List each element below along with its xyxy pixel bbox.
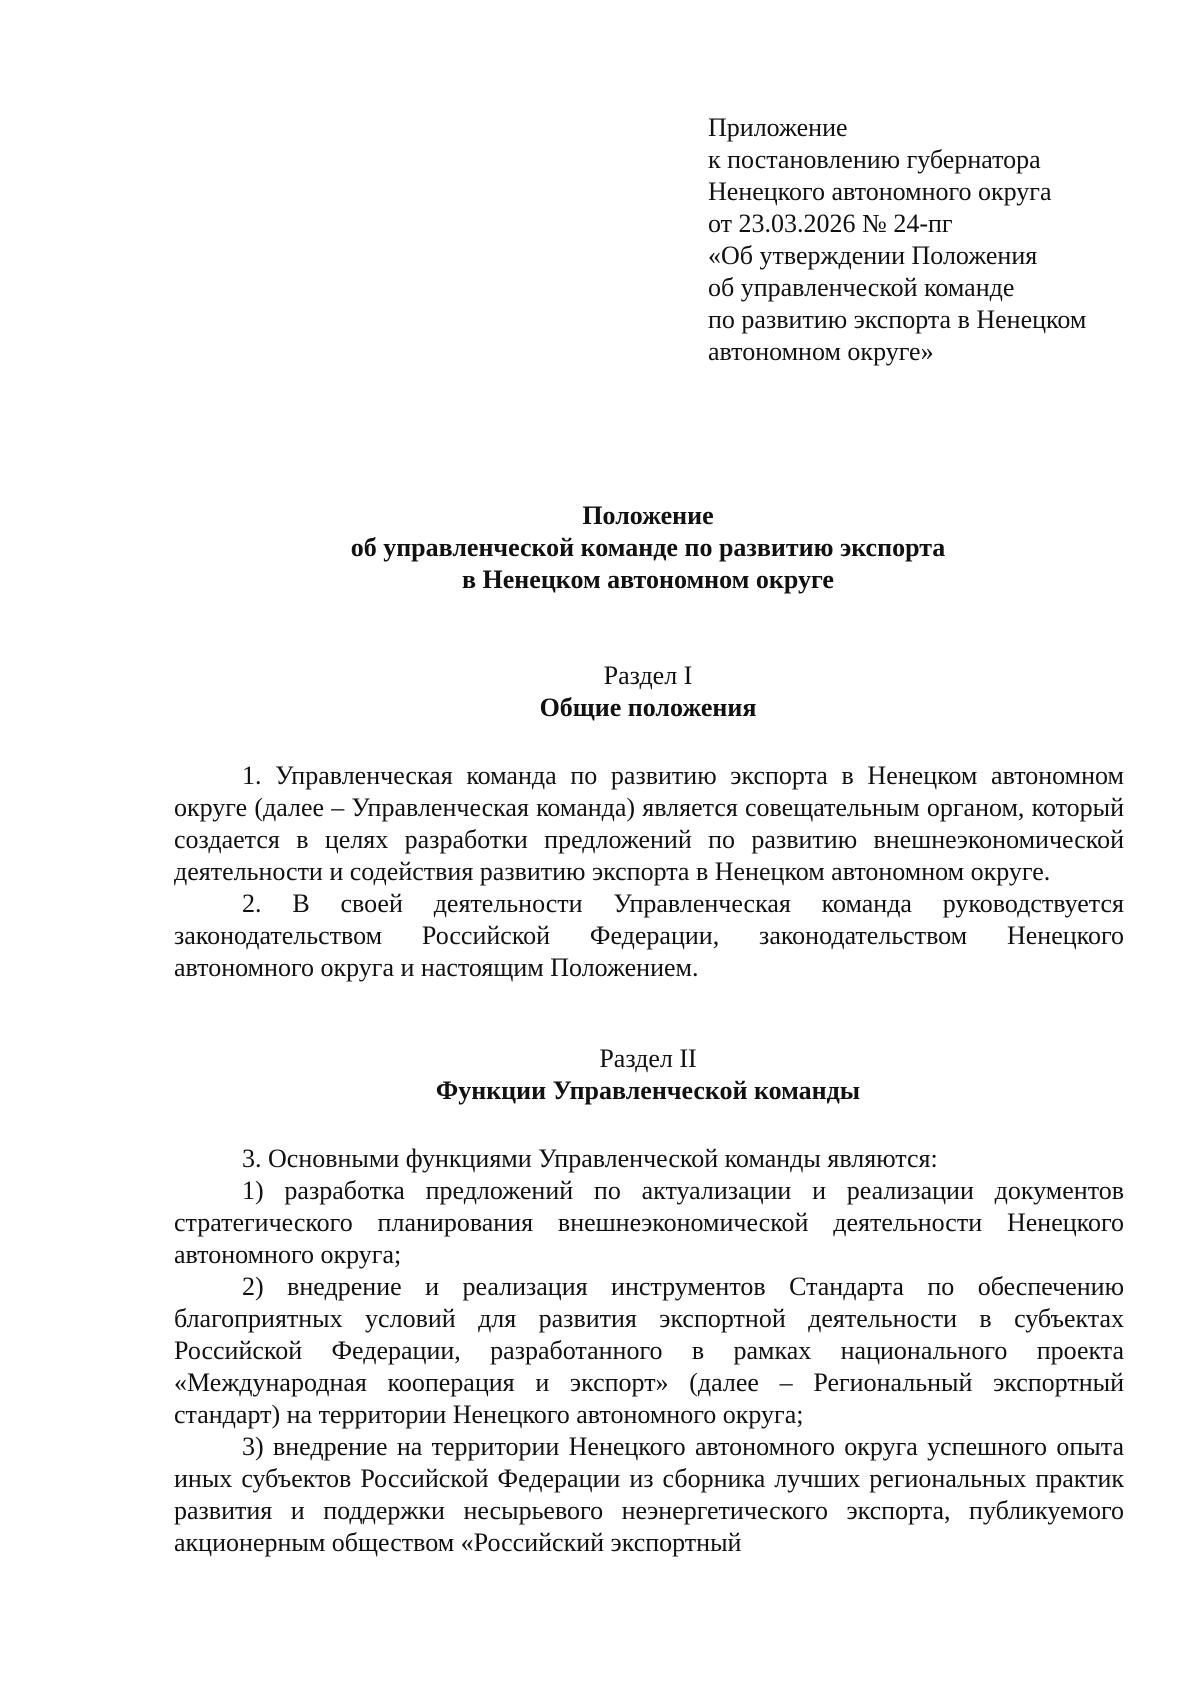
- section-heading-2: [0, 1043, 1200, 1107]
- appendix-line: от 23.03.2026 № 24-пг: [708, 209, 953, 238]
- list-item: 3) внедрение на территории Ненецкого автономного округа успешного опыта иных субъектов Российской Федерации из сборника лучших региональных практик развития и поддержки несырьевого неэнергетического экспорта, публикуемого акционерным обществом «Российский экспортный: [174, 1432, 1124, 1557]
- paragraph: 1. Управленческая команда по развитию экспорта в Ненецком автономном округе (далее – Управленческая команда) является совещательным органом, который создается в целях разработки предложений по развитию внешнеэкономической деятельности и содействия развитию экспорта в Ненецком автономном округе.: [174, 761, 1124, 886]
- appendix-line: автономном округе»: [708, 337, 934, 366]
- section-heading-1: [0, 660, 1200, 724]
- section-number: Раздел II: [599, 1044, 697, 1073]
- appendix-line: Ненецкого автономного округа: [708, 177, 1052, 206]
- appendix-line: «Об утверждении Положения: [708, 241, 1038, 270]
- section-2-body: [174, 1143, 1124, 1559]
- title-line: Положение: [582, 501, 714, 530]
- appendix-line: Приложение: [708, 113, 848, 142]
- appendix-line: по развитию экспорта в Ненецком: [708, 305, 1087, 334]
- section-number: Раздел I: [603, 661, 693, 690]
- section-name: Общие положения: [539, 693, 757, 722]
- document-title: [0, 500, 1200, 596]
- section-name: Функции Управленческой команды: [435, 1076, 861, 1105]
- paragraph: 3. Основными функциями Управленческой команды являются:: [242, 1144, 938, 1173]
- paragraph: 2. В своей деятельности Управленческая команда руководствуется законодательством Российской Федерации, законодательством Ненецкого автономного округа и настоящим Положением.: [174, 889, 1124, 982]
- appendix-header: [708, 112, 1148, 368]
- title-line: об управленческой команде по развитию экспорта: [350, 533, 946, 562]
- list-item: 1) разработка предложений по актуализации и реализации документов стратегического планирования внешнеэкономической деятельности Ненецкого автономного округа;: [174, 1176, 1124, 1269]
- section-1-body: [174, 760, 1124, 984]
- title-line: в Ненецком автономном округе: [462, 565, 834, 594]
- list-item: 2) внедрение и реализация инструментов Стандарта по обеспечению благоприятных условий для развития экспортной деятельности в субъектах Российской Федерации, разработанного в рамках национального проекта «Международная кооперация и экспорт» (далее – Региональный экспортный стандарт) на территории Ненецкого автономного округа;: [174, 1272, 1124, 1429]
- appendix-line: об управленческой команде: [708, 273, 1015, 302]
- appendix-line: к постановлению губернатора: [708, 145, 1041, 174]
